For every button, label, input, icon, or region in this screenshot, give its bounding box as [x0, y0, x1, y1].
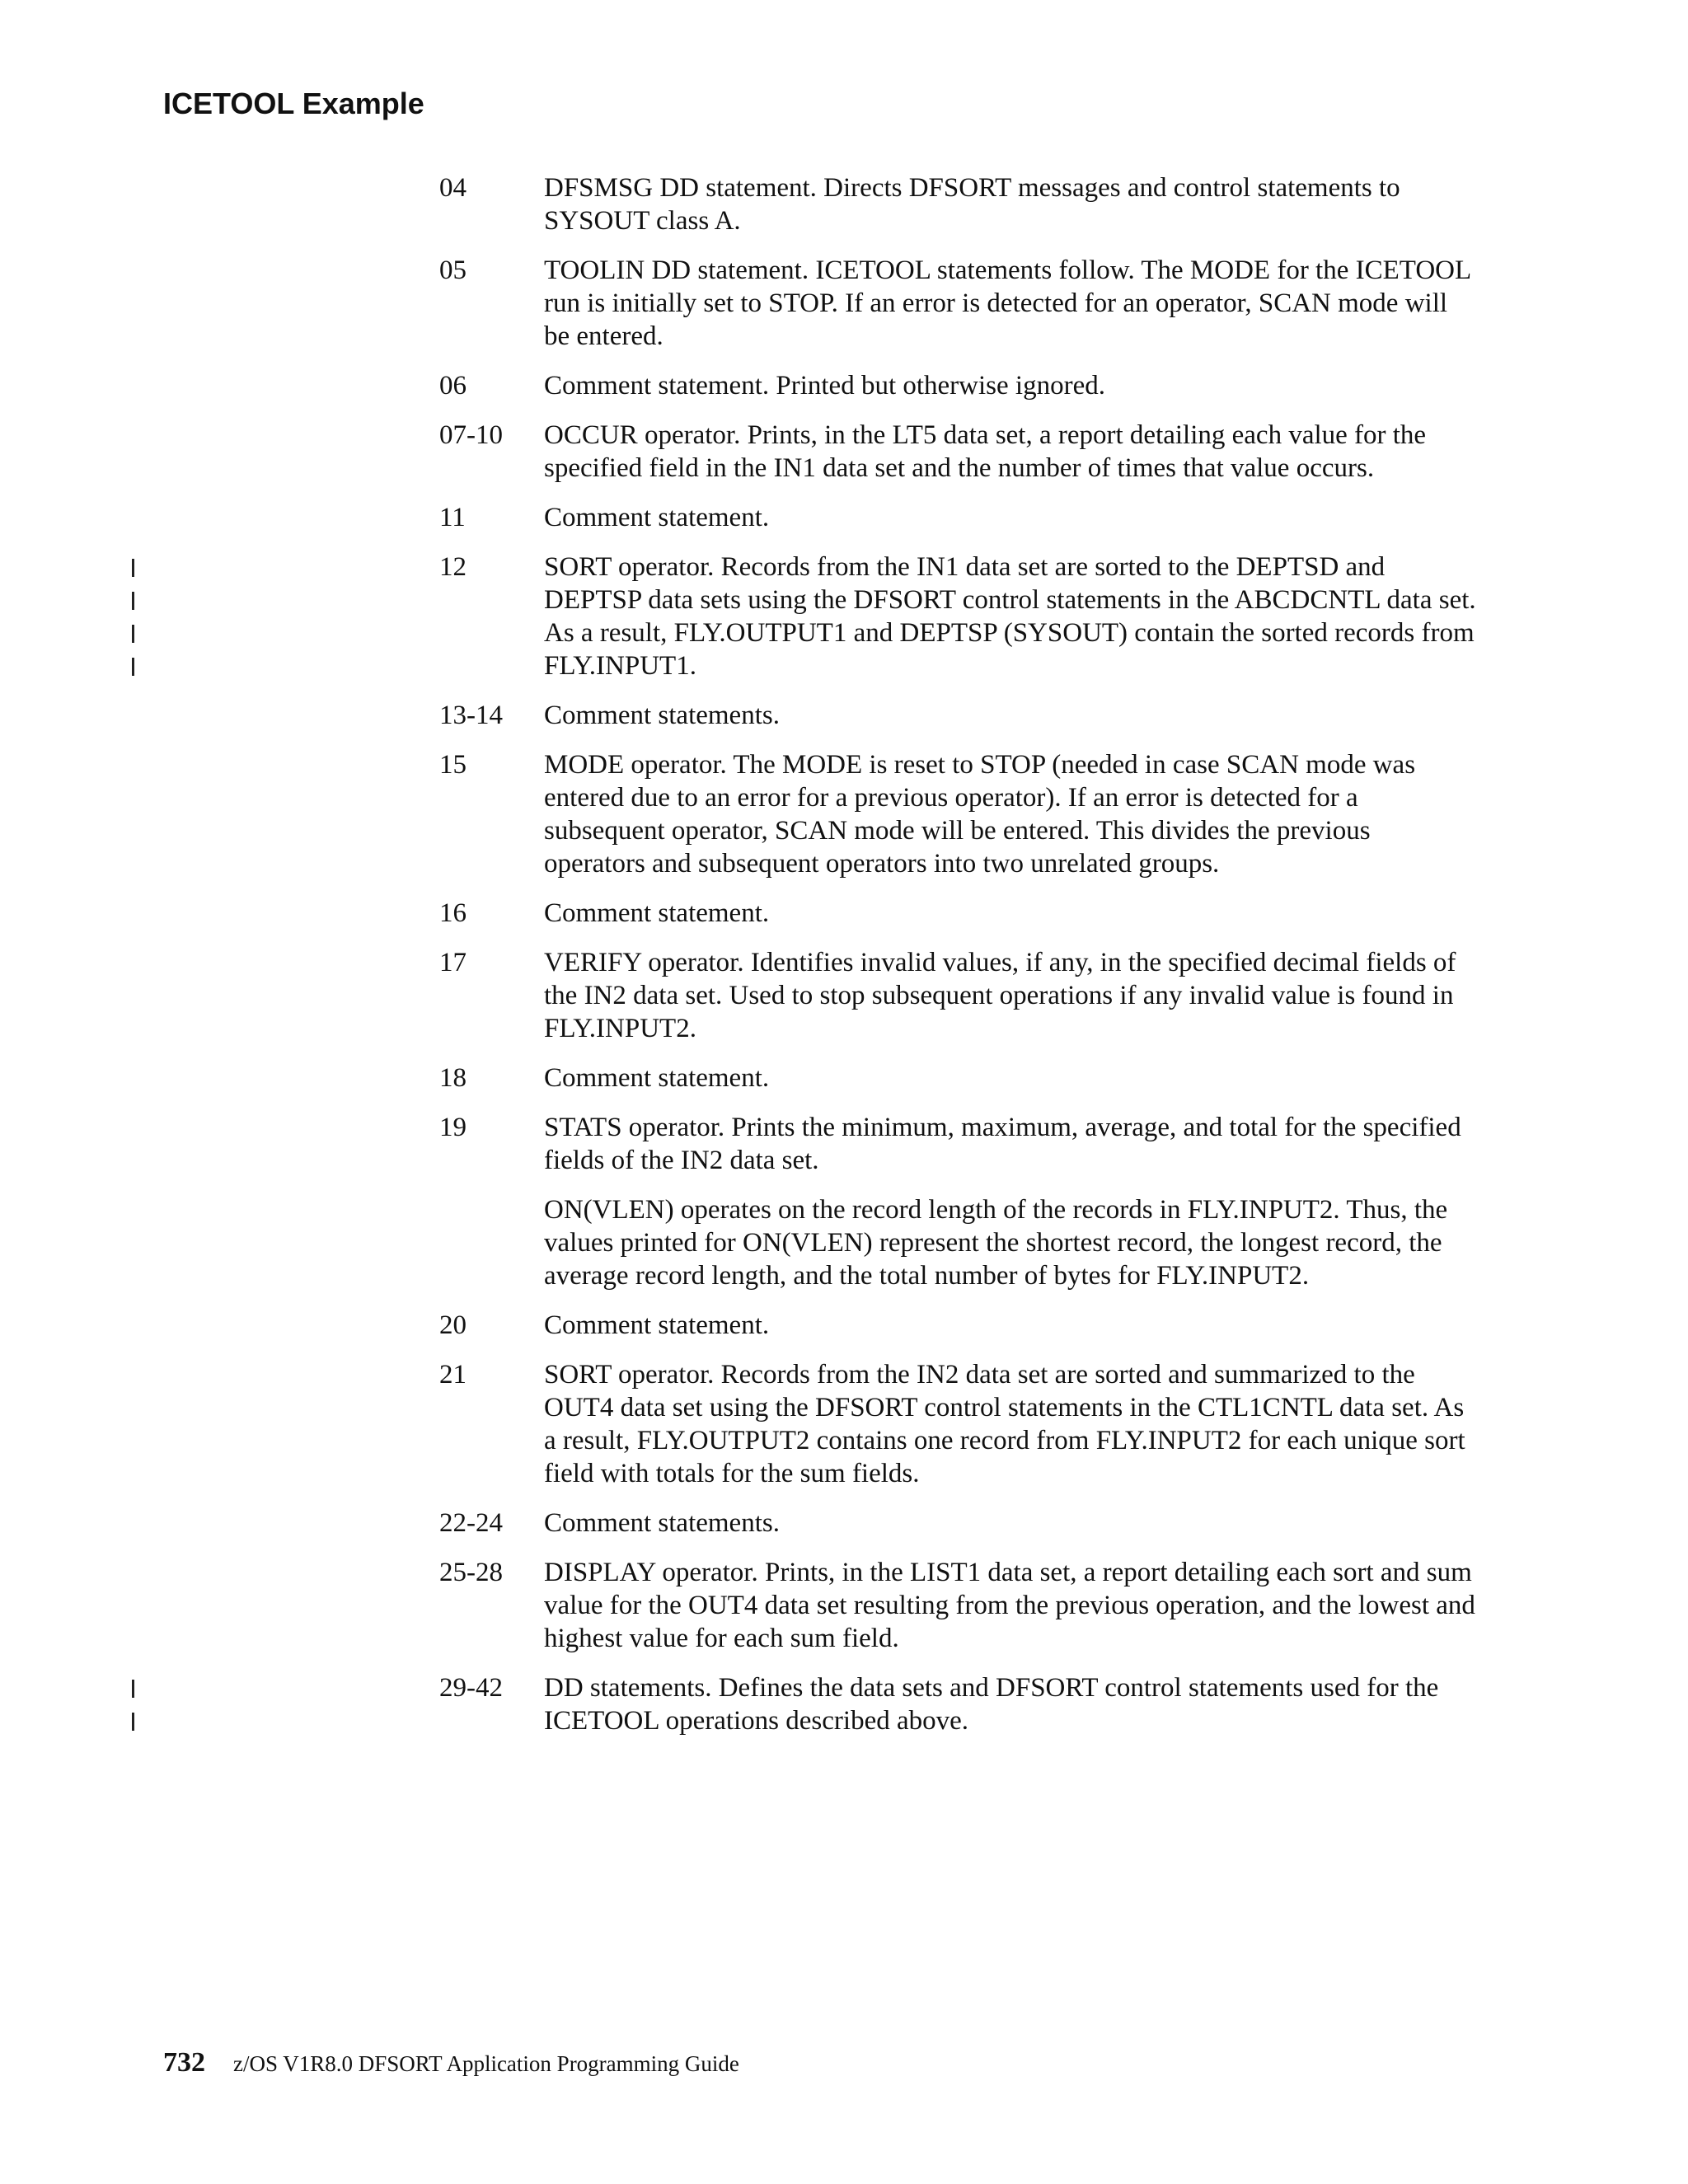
description-paragraph: DISPLAY operator. Prints, in the LIST1 data set, a report detailing each sort and sum value for the OUT4 data set resulting from the previous operation, and the lowest and highest value for each sum field. [544, 1558, 1475, 1653]
statement-number: 22-24 [439, 1508, 503, 1538]
statement-description [544, 1062, 1478, 1094]
statement-number: 05 [439, 255, 467, 285]
description-paragraph: Comment statement. [544, 503, 770, 532]
list-item [439, 897, 1478, 930]
statement-number: 15 [439, 750, 467, 780]
description-paragraph: SORT operator. Records from the IN2 data set are sorted and summarized to the OUT4 data set using the DFSORT control statements in the CTL1CNTL data set. As a result, FLY.OUTPUT2 contains one record from FLY.INPUT2 for each unique sort field with totals for the sum fields. [544, 1360, 1465, 1488]
description-paragraph: MODE operator. The MODE is reset to STOP (needed in case SCAN mode was entered due to an error for a previous operator). If an error is detected for a subsequent operator, SCAN mode will be entered. This divides the previous operators and subsequent operators into two unrelated groups. [544, 750, 1416, 879]
statement-number: 18 [439, 1063, 467, 1093]
statement-description [544, 419, 1478, 485]
list-item [439, 1507, 1478, 1540]
statement-number: 20 [439, 1310, 467, 1340]
list-item [439, 1671, 1478, 1737]
list-item [439, 1556, 1478, 1655]
list-item [439, 946, 1478, 1045]
statement-number: 19 [439, 1113, 467, 1142]
statement-description [544, 1556, 1478, 1655]
description-paragraph: DFSMSG DD statement. Directs DFSORT messages and control statements to SYSOUT class A. [544, 173, 1400, 236]
description-paragraph: TOOLIN DD statement. ICETOOL statements follow. The MODE for the ICETOOL run is initially set to STOP. If an error is detected for an operator, SCAN mode will be entered. [544, 255, 1470, 351]
book-title: z/OS V1R8.0 DFSORT Application Programming Guide [233, 2051, 739, 2076]
statement-number: 11 [439, 503, 466, 532]
revision-bar [132, 1713, 134, 1731]
list-item [439, 1309, 1478, 1342]
description-paragraph: STATS operator. Prints the minimum, maximum, average, and total for the specified fields of the IN2 data set. [544, 1113, 1461, 1175]
revision-bar [132, 1680, 134, 1698]
statement-description [544, 254, 1478, 353]
statement-number: 21 [439, 1360, 467, 1390]
list-item [439, 748, 1478, 880]
statement-description [544, 1309, 1478, 1342]
statement-number: 07-10 [439, 420, 503, 450]
statement-description [544, 699, 1478, 732]
list-item [439, 171, 1478, 237]
statement-description [544, 946, 1478, 1045]
description-paragraph: Comment statements. [544, 701, 780, 730]
statement-description [544, 369, 1478, 402]
statement-description [544, 501, 1478, 534]
description-paragraph: Comment statement. [544, 898, 770, 928]
statement-description [544, 897, 1478, 930]
statement-description [544, 1671, 1478, 1737]
statement-number: 29-42 [439, 1673, 503, 1703]
revision-bar [132, 658, 134, 676]
statement-number: 16 [439, 898, 467, 928]
revision-bar [132, 625, 134, 643]
statement-description [544, 748, 1478, 880]
description-paragraph: DD statements. Defines the data sets and DFSORT control statements used for the ICETOOL operations described above. [544, 1673, 1439, 1736]
description-paragraph: Comment statement. [544, 1310, 770, 1340]
page-number: 732 [163, 2047, 205, 2078]
statement-description [544, 1507, 1478, 1540]
running-header-title: ICETOOL Example [163, 87, 424, 120]
description-paragraph: Comment statement. [544, 1063, 770, 1093]
revision-change-bars [132, 1671, 137, 1746]
list-item [439, 1062, 1478, 1094]
description-paragraph: SORT operator. Records from the IN1 data set are sorted to the DEPTSD and DEPTSP data sets using the DFSORT control statements in the ABCDCNTL data set. As a result, FLY.OUTPUT1 and DEPTSP (SYSOUT) contain the sorted records from FLY.INPUT1. [544, 552, 1476, 681]
list-item [439, 254, 1478, 353]
statement-description [544, 171, 1478, 237]
statement-description [544, 551, 1478, 682]
page-footer [163, 2047, 739, 2079]
statement-number: 25-28 [439, 1558, 503, 1587]
description-paragraph: Comment statement. Printed but otherwise ignored. [544, 371, 1105, 401]
statement-number: 06 [439, 371, 467, 401]
revision-bar [132, 592, 134, 610]
statement-number: 13-14 [439, 701, 503, 730]
list-item [439, 551, 1478, 682]
revision-bar [132, 559, 134, 577]
list-item [439, 699, 1478, 732]
list-item [439, 501, 1478, 534]
list-item [439, 369, 1478, 402]
statement-number: 04 [439, 173, 467, 203]
statement-description [544, 1358, 1478, 1490]
list-item [439, 419, 1478, 485]
statement-description [544, 1111, 1478, 1292]
description-paragraph: Comment statements. [544, 1508, 780, 1538]
revision-change-bars [132, 551, 137, 691]
statement-number: 12 [439, 552, 467, 582]
list-item [439, 1358, 1478, 1490]
description-paragraph: OCCUR operator. Prints, in the LT5 data set, a report detailing each value for the specified field in the IN1 data set and the number of times that value occurs. [544, 420, 1427, 483]
list-item [439, 1111, 1478, 1292]
statement-explanation-list [439, 171, 1478, 1754]
statement-number: 17 [439, 948, 467, 977]
description-paragraph: ON(VLEN) operates on the record length of the records in FLY.INPUT2. Thus, the values printed for ON(VLEN) represent the shortest record, the longest record, the average record length, and the total number of bytes for FLY.INPUT2. [544, 1195, 1448, 1291]
description-paragraph: VERIFY operator. Identifies invalid values, if any, in the specified decimal fields of the IN2 data set. Used to stop subsequent operations if any invalid value is found in FLY.INPUT2. [544, 948, 1456, 1043]
